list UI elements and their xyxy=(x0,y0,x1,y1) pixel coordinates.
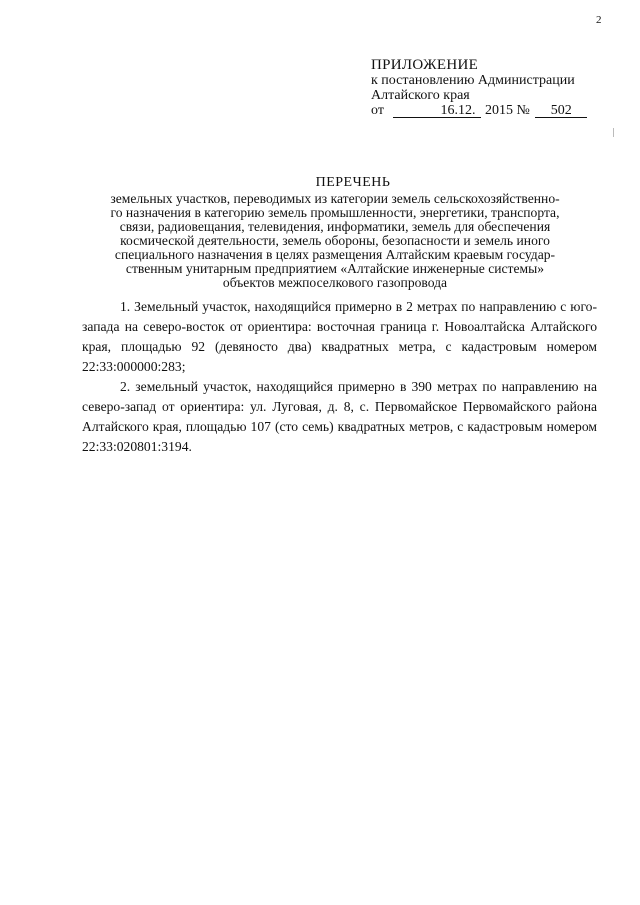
land-plot-list xyxy=(82,297,597,457)
list-item: 1. Земельный участок, находящийся примерно в 2 метрах по направлению с юго-запада на северо-восток от ориентира: восточная граница г. Новоалтайска Алтайского края, площадью 92 (девяносто два) квадратных метра, с кадастровым номером 22:33:000000:283; xyxy=(82,299,597,374)
title-subtitle-line: го назначения в категорию земель промышленности, энергетики, транспорта, xyxy=(110,205,560,220)
appendix-block xyxy=(371,58,587,118)
title-subtitle-line: специального назначения в целях размещения Алтайским краевым государ- xyxy=(114,247,556,262)
resolution-number: 502 xyxy=(535,104,587,118)
title-subtitle-line: объектов межпоселкового газопровода xyxy=(222,275,448,290)
document-title: ПЕРЕЧЕНЬ xyxy=(315,175,391,190)
scan-mark xyxy=(613,128,614,137)
appendix-heading: ПРИЛОЖЕНИЕ xyxy=(371,57,479,73)
document-title-block xyxy=(70,176,600,290)
appendix-line-2: Алтайского края xyxy=(371,88,470,103)
year-label: 2015 № xyxy=(484,103,530,118)
title-subtitle-line: земельных участков, переводимых из категории земель сельскохозяйственно- xyxy=(110,191,560,206)
resolution-date: 16.12. xyxy=(393,104,481,118)
appendix-line-1: к постановлению Администрации xyxy=(371,73,575,88)
title-subtitle-line: связи, радиовещания, телевидения, информатики, земель для обеспечения xyxy=(119,219,551,234)
list-item: 2. земельный участок, находящийся примерно в 390 метрах по направлению на северо-запад от ориентира: ул. Луговая, д. 8, с. Первомайское Первомайского района Алтайского края, площадью 107 (сто семь) квадратных метров, с кадастровым номером 22:33:020801:3194. xyxy=(82,379,597,454)
title-subtitle-line: космической деятельности, земель обороны, безопасности и земель иного xyxy=(120,233,550,248)
title-subtitle-line: ственным унитарным предприятием «Алтайские инженерные системы» xyxy=(125,261,545,276)
page-number: 2 xyxy=(596,14,602,26)
from-label: от xyxy=(371,103,384,118)
appendix-date-row xyxy=(371,103,587,118)
